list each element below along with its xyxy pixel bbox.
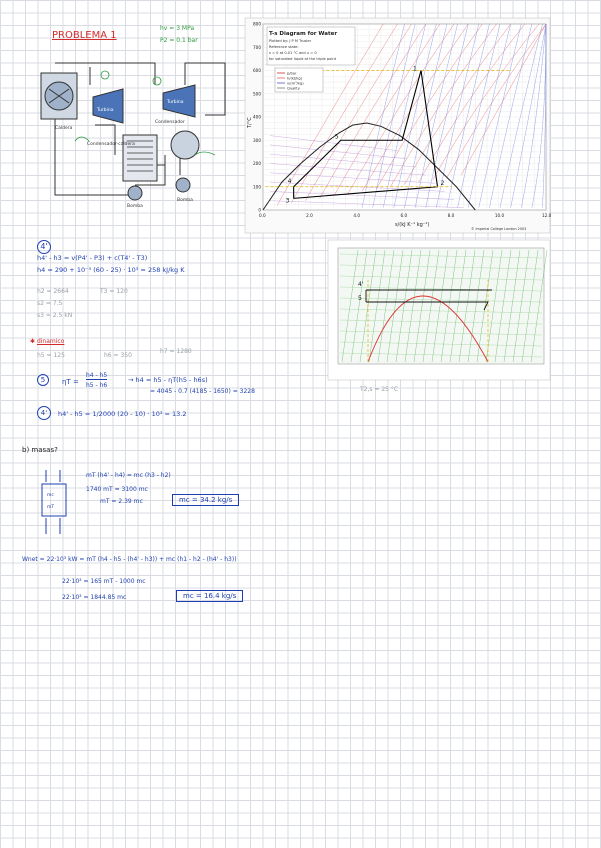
mass-balance-sketch bbox=[36, 468, 76, 538]
eq-line-4: h4' - h5 = 1/2000 (20 - 10) · 10³ = 13.2 bbox=[58, 410, 187, 418]
ts-xtick-label: 0.0 bbox=[259, 213, 266, 218]
label-caldera: Caldera bbox=[55, 126, 73, 131]
ts-ytick-label: 400 bbox=[253, 114, 261, 120]
ts-xtick-label: 10.0 bbox=[494, 213, 505, 218]
ts-ytick-label: 600 bbox=[253, 68, 261, 73]
top-note-2: P2 = 0.1 bar bbox=[160, 37, 198, 44]
w-line-3: 22·10³ = 1844.85 mc bbox=[62, 594, 127, 601]
ph-diagram bbox=[328, 240, 550, 380]
eq3-den: h5 - h6 bbox=[86, 382, 108, 389]
ts-subtitle: Plotted by: J P M Trusler bbox=[269, 39, 312, 43]
balance-line-3: mT = 2.39 mc bbox=[100, 498, 143, 505]
ts-point-5: 5 bbox=[334, 133, 339, 141]
ts-title: T-s Diagram for Water bbox=[269, 31, 338, 37]
dinamico-label: dinamico bbox=[36, 338, 65, 345]
sat-value-4: T3 = 120 bbox=[100, 288, 128, 295]
svg-text:mc: mc bbox=[47, 493, 54, 498]
ts-xtick-label: 12.0 bbox=[542, 213, 552, 218]
ts-diagram bbox=[245, 18, 550, 233]
cycle-schematic bbox=[35, 45, 235, 210]
svg-text:mT: mT bbox=[47, 505, 55, 510]
pto4-circle-2: 4' bbox=[37, 406, 51, 420]
ts-legend-p: p/bar bbox=[287, 71, 297, 76]
ph-point-4p: 4' bbox=[358, 281, 364, 288]
eq-line-2: h4 = 290 + 10⁻³ (60 - 25) · 10³ = 258 kJ/kg K bbox=[37, 266, 185, 274]
bomba-a-icon bbox=[128, 186, 142, 200]
top-note-1: hv = 3 MPa bbox=[160, 25, 195, 32]
label-turbina-b: Turbina bbox=[167, 100, 184, 105]
pto4-circle: 4' bbox=[37, 240, 51, 254]
ts-ytick-label: 0 bbox=[258, 207, 261, 213]
eta-label: ηT = bbox=[62, 378, 79, 386]
ts-xtick-label: 8.0 bbox=[447, 213, 455, 218]
ts-ytick-label: 200 bbox=[253, 161, 261, 166]
dato-2: h6 = 350 bbox=[104, 352, 132, 359]
bomba-b-icon bbox=[176, 178, 190, 192]
ts-ytick-label: 500 bbox=[253, 91, 261, 97]
ts-reference: Reference state: bbox=[269, 45, 299, 49]
label-condensador-caldera: Condensador-caldera bbox=[87, 142, 135, 147]
ts-ytick-label: 100 bbox=[253, 184, 261, 190]
condensador-icon bbox=[171, 131, 199, 159]
ts-legend-v: v/(m³/kg) bbox=[287, 81, 304, 86]
problem-title: PROBLEMA 1 bbox=[52, 30, 117, 41]
ts-legend-h: h/(kJ/kg) bbox=[287, 76, 303, 81]
wnet-line: Wnet = 22·10³ kW = mT (h4 - h5 - (h4' - h3)) + mc (h1 - h2 - (h4' - h3)) bbox=[22, 556, 237, 563]
label-bomba-a: Bomba bbox=[127, 204, 143, 209]
eq3-num: h4 - h5 bbox=[86, 372, 108, 379]
dato-3: h7 = 1280 bbox=[160, 348, 192, 355]
balance-line-1: mT (h4' - h4) = mc (h3 - h2) bbox=[86, 472, 171, 479]
ts-ytick-label: 700 bbox=[253, 44, 261, 50]
pto5-circle: 5 bbox=[37, 374, 49, 386]
turbina-a-icon bbox=[93, 89, 123, 123]
balance-line-2: 1740 mT = 3100 mc bbox=[86, 486, 148, 493]
ts-xtick-label: 4.0 bbox=[353, 213, 361, 218]
ts-ytick-label: 800 bbox=[253, 21, 261, 27]
w-result: mc = 16.4 kg/s bbox=[176, 590, 243, 602]
ph-point-5: 5 bbox=[358, 295, 362, 302]
ts-legend-quality: Quality bbox=[287, 86, 300, 91]
ts-ytick-label: 300 bbox=[253, 137, 261, 143]
label-turbina-a: Turbina bbox=[97, 108, 114, 113]
ts-point-2: 2 bbox=[440, 179, 445, 187]
ts-copyright: © Imperial College London 2003 bbox=[471, 227, 527, 231]
ts-point-4: 4 bbox=[287, 177, 292, 185]
ts-ylabel: T/°C bbox=[247, 117, 253, 128]
section-b-title: b) masas? bbox=[22, 446, 58, 454]
ts-xlabel: s/(kJ K⁻¹ kg⁻¹) bbox=[395, 222, 430, 228]
eq3-result: = 4045 - 0.7 (4185 - 1650) = 3228 bbox=[150, 388, 255, 395]
dinamico-heading: ✱ dinamico bbox=[30, 338, 65, 345]
label-bomba-b: Bomba bbox=[177, 198, 193, 203]
label-condensador: Condensador bbox=[155, 120, 185, 125]
w-line-2: 22·10³ = 165 mT - 1000 mc bbox=[62, 578, 146, 585]
ts-point-1: 1 bbox=[413, 65, 417, 73]
sat-value-3: s3 = 2.5 kN bbox=[37, 312, 73, 319]
ts-ref-line2: for saturated liquid at the triple point bbox=[269, 57, 337, 61]
sat-value-2: s2 = 7.5 bbox=[37, 300, 63, 307]
eq3-arrow: → h4 = h5 - ηT(h5 - h6s) bbox=[128, 376, 208, 384]
sat-value-1: h2 = 2664 bbox=[37, 288, 69, 295]
ts-point-3: 3 bbox=[285, 197, 290, 205]
dato-1: h5 = 125 bbox=[37, 352, 65, 359]
eq-line-1: h4' - h3 = v(P4' - P3) + c(T4' - T3) bbox=[37, 254, 148, 262]
ts-ref-line1: s = 0 at 0.01 °C and u = 0 bbox=[269, 51, 317, 55]
balance-result: mc = 34.2 kg/s bbox=[172, 494, 239, 506]
ts-xtick-label: 6.0 bbox=[400, 213, 408, 218]
ts-xtick-label: 2.0 bbox=[306, 213, 313, 218]
side-note: T2,s = 25 °C bbox=[360, 386, 399, 393]
